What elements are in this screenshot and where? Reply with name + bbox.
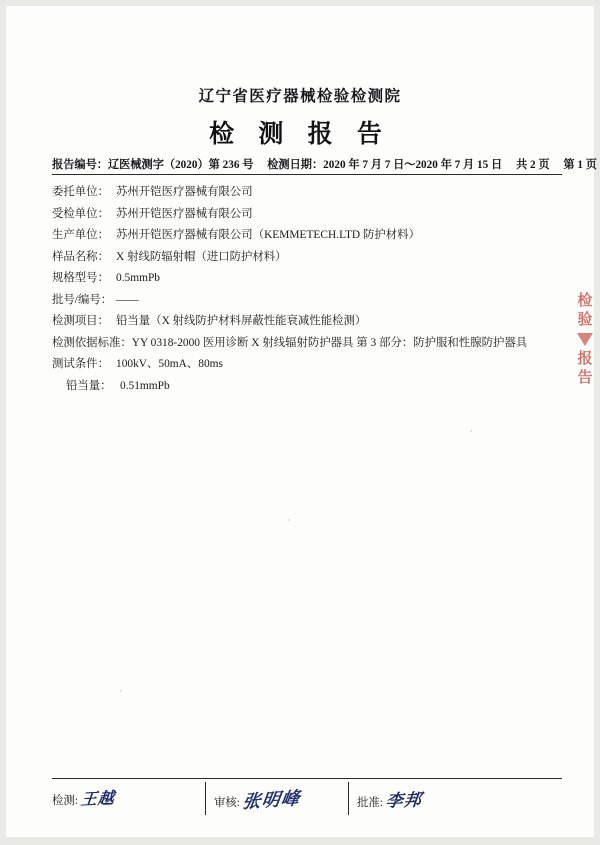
- official-seal-fragment: [572, 292, 598, 384]
- footer-divider: [52, 778, 562, 779]
- field-label: 样品名称：: [52, 250, 109, 263]
- field-row: [52, 182, 562, 204]
- page-edge-top: [0, 0, 600, 6]
- field-value: 苏州开铠医疗器械有限公司: [116, 207, 253, 220]
- seal-text-top: 检验: [577, 293, 593, 328]
- report-number-value: 辽医械测字（2020）第 236 号: [107, 159, 254, 171]
- tester-label: 检测:: [52, 795, 78, 807]
- field-label: 测试条件：: [52, 358, 109, 370]
- field-row: [52, 311, 562, 333]
- field-value: 0.51mmPb: [120, 379, 170, 392]
- report-number-label: 报告编号：: [52, 159, 108, 171]
- field-label: 铅当量：: [66, 379, 112, 392]
- page-edge-bottom: [0, 837, 600, 845]
- scan-speck: [120, 690, 122, 692]
- reviewer-label: 审核:: [214, 797, 240, 809]
- field-value: YY 0318-2000 医用诊断 X 射线辐射防护器具 第 3 部分：防护服和性腺防护器具: [131, 336, 528, 349]
- field-label: 受检单位：: [52, 207, 109, 220]
- report-meta-line: [52, 156, 597, 172]
- field-label: 委托单位：: [52, 186, 109, 198]
- field-row: [52, 204, 562, 226]
- field-row: [52, 268, 562, 290]
- field-label: 规格型号：: [52, 272, 109, 284]
- test-date: [267, 159, 502, 171]
- tester-cell: [52, 786, 115, 809]
- document-title: 检 测 报 告: [209, 121, 391, 148]
- institution-name: 辽宁省医疗器械检验检测院: [198, 88, 402, 105]
- field-row: [52, 354, 562, 376]
- fields-list: [52, 182, 562, 397]
- field-row: [52, 376, 562, 398]
- field-value: 0.5mmPb: [116, 272, 160, 284]
- scan-speck: [470, 430, 472, 432]
- header-divider: [52, 174, 562, 175]
- field-row: [52, 225, 562, 247]
- report-number: [52, 159, 253, 171]
- seal-text-bottom: 报告: [577, 351, 593, 386]
- approver-signature: 李邦: [384, 790, 423, 811]
- pages-total: 共 2 页: [515, 159, 550, 171]
- field-label: 生产单位：: [52, 229, 109, 241]
- reviewer-cell: [214, 786, 300, 812]
- page-current: 第 1 页: [563, 159, 597, 171]
- approver-cell: [357, 786, 422, 811]
- field-value: X 射线防辐射帽（进口防护材料）: [116, 250, 287, 263]
- scan-speck: [288, 519, 290, 521]
- test-date-label: 检测日期：: [267, 159, 324, 171]
- reviewer-signature: 张明峰: [240, 788, 302, 812]
- field-value: 100kV、50mA、80ms: [116, 358, 223, 370]
- signature-row: [52, 782, 562, 816]
- test-date-value: 2020 年 7 月 7 日～2020 年 7 月 15 日: [323, 159, 503, 171]
- field-label: 批号/编号：: [52, 293, 113, 306]
- field-value: 苏州开铠医疗器械有限公司: [116, 186, 253, 198]
- field-row: [52, 247, 562, 269]
- field-row: [52, 333, 562, 355]
- approver-label: 批准:: [357, 797, 383, 809]
- field-label: 检测项目：: [52, 315, 109, 327]
- field-label: 检测依据标准：: [52, 336, 132, 349]
- seal-arrow-icon: [577, 333, 593, 346]
- field-value: 苏州开铠医疗器械有限公司（KEMMETECH.LTD 防护材料）: [116, 229, 420, 241]
- field-value: 铅当量（X 射线防护材料屏蔽性能衰减性能检测）: [116, 315, 367, 327]
- tester-signature: 王越: [79, 790, 116, 809]
- field-value: ——: [116, 293, 139, 306]
- field-row: [52, 290, 562, 312]
